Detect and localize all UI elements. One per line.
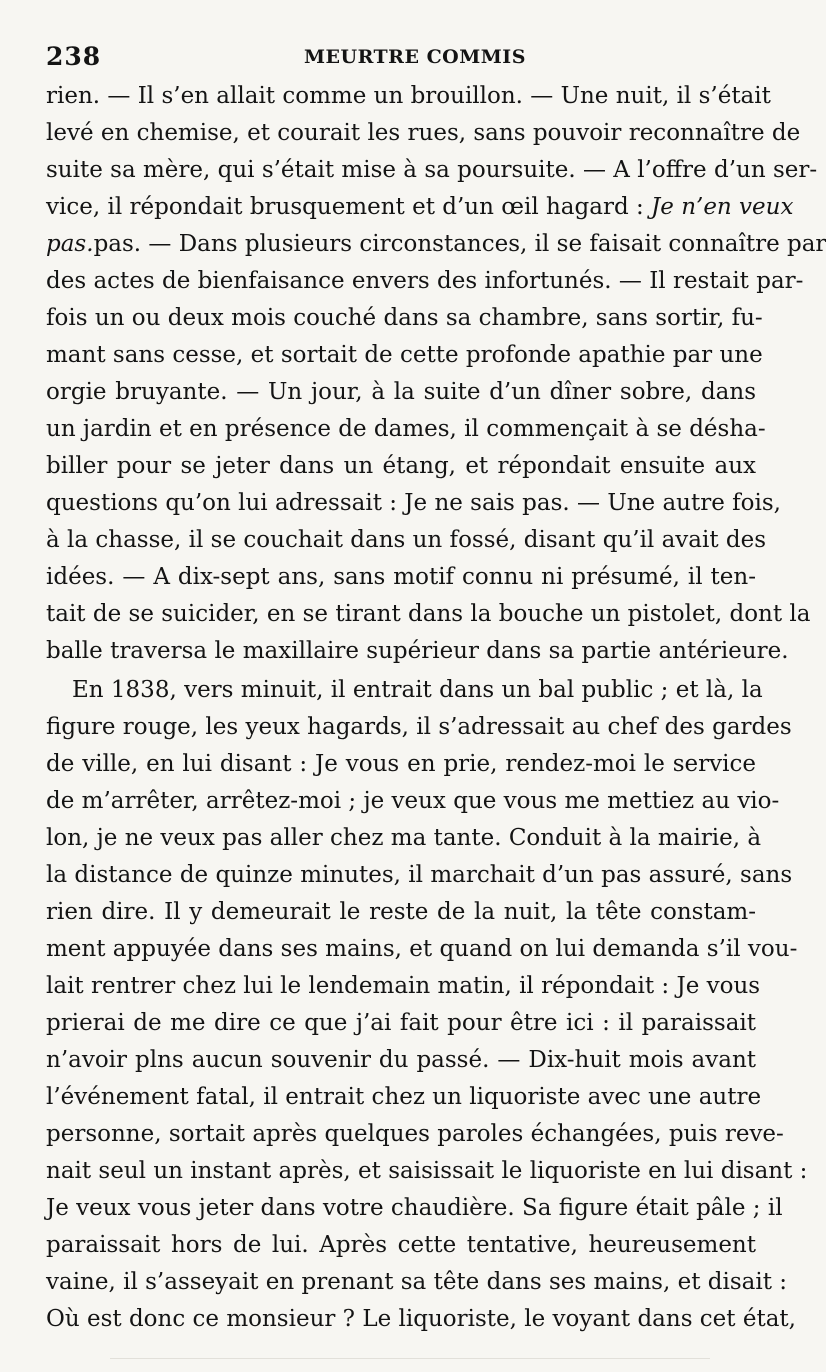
text-line: figure rouge, les yeux hagards, il s’adressait au chef des gardes [46, 714, 792, 740]
text-line: suite sa mère, qui s’était mise à sa poursuite. — A l’offre d’un ser- [46, 157, 818, 183]
text-line: à la chasse, il se couchait dans un fossé, disant qu’il avait des [46, 527, 767, 553]
text-line: En 1838, vers minuit, il entrait dans un bal public ; et là, la [72, 677, 763, 703]
paragraph-2 [46, 672, 808, 1338]
text-line: Où est donc ce monsieur ? Le liquoriste, le voyant dans cet état, [46, 1306, 796, 1332]
text-line: ment appuyée dans ses mains, et quand on lui demanda s’il vou- [46, 936, 798, 962]
text-line-roman: pas. — Dans plusieurs circonstances, il se faisait connaître par [93, 231, 826, 257]
text-line: lait rentrer chez lui le lendemain matin, il répondait : Je vous [46, 973, 761, 999]
text-line: rien dire. Il y demeurait le reste de la nuit, la tête constam- [46, 899, 756, 925]
page-number: 238 [46, 42, 102, 71]
text-line: levé en chemise, et courait les rues, sans pouvoir reconnaître de [46, 120, 801, 146]
text-line: fois un ou deux mois couché dans sa chambre, sans sortir, fu- [46, 305, 763, 331]
text-line [46, 189, 794, 226]
text-line: balle traversa le maxillaire supérieur dans sa partie antérieure. [46, 638, 789, 664]
text-line: vaine, il s’asseyait en prenant sa tête dans ses mains, et disait : [46, 1269, 788, 1295]
text-line: Je veux vous jeter dans votre chaudière. Sa figure était pâle ; il [46, 1195, 783, 1221]
text-line: paraissait hors de lui. Après cette tentative, heureusement [46, 1232, 756, 1258]
text-line: de ville, en lui disant : Je vous en prie, rendez-moi le service [46, 751, 756, 777]
text-line: n’avoir plns aucun souvenir du passé. — Dix-huit mois avant [46, 1047, 756, 1073]
text-line: des actes de bienfaisance envers des infortunés. — Il restait par- [46, 268, 804, 294]
text-line: la distance de quinze minutes, il marchait d’un pas assuré, sans [46, 862, 793, 888]
text-line [46, 226, 826, 263]
text-line: nait seul un instant après, et saisissait le liquoriste en lui disant : [46, 1158, 808, 1184]
text-line: biller pour se jeter dans un étang, et répondait ensuite aux [46, 453, 756, 479]
body-text [46, 78, 826, 1338]
text-line: idées. — A dix-sept ans, sans motif connu ni présumé, il ten- [46, 564, 756, 590]
italic-quote: Je n’en veux [651, 194, 794, 220]
text-line: l’événement fatal, il entrait chez un liquoriste avec une autre [46, 1084, 762, 1110]
text-line: orgie bruyante. — Un jour, à la suite d’un dîner sobre, dans [46, 379, 756, 405]
text-line: rien. — Il s’en allait comme un brouillon. — Une nuit, il s’était [46, 83, 771, 109]
text-line: questions qu’on lui adressait : Je ne sais pas. — Une autre fois, [46, 490, 781, 516]
text-line: un jardin et en présence de dames, il commençait à se désha- [46, 416, 766, 442]
text-line: de m’arrêter, arrêtez-moi ; je veux que vous me mettiez au vio- [46, 788, 780, 814]
running-head [46, 42, 756, 76]
text-line: prierai de me dire ce que j’ai fait pour être ici : il paraissait [46, 1010, 756, 1036]
text-line: lon, je ne veux pas aller chez ma tante. Conduit à la mairie, à [46, 825, 762, 851]
page-edge-shadow [110, 1358, 710, 1359]
text-line: personne, sortait après quelques paroles échangées, puis reve- [46, 1121, 784, 1147]
text-line: tait de se suicider, en se tirant dans la bouche un pistolet, dont la [46, 601, 811, 627]
text-line: mant sans cesse, et sortait de cette profonde apathie par une [46, 342, 763, 368]
text-line-roman: vice, il répondait brusquement et d’un œil hagard : [46, 194, 644, 220]
italic-quote: pas. [46, 231, 94, 257]
running-title: MEURTRE COMMIS [304, 46, 526, 68]
paragraph-1 [46, 78, 826, 670]
